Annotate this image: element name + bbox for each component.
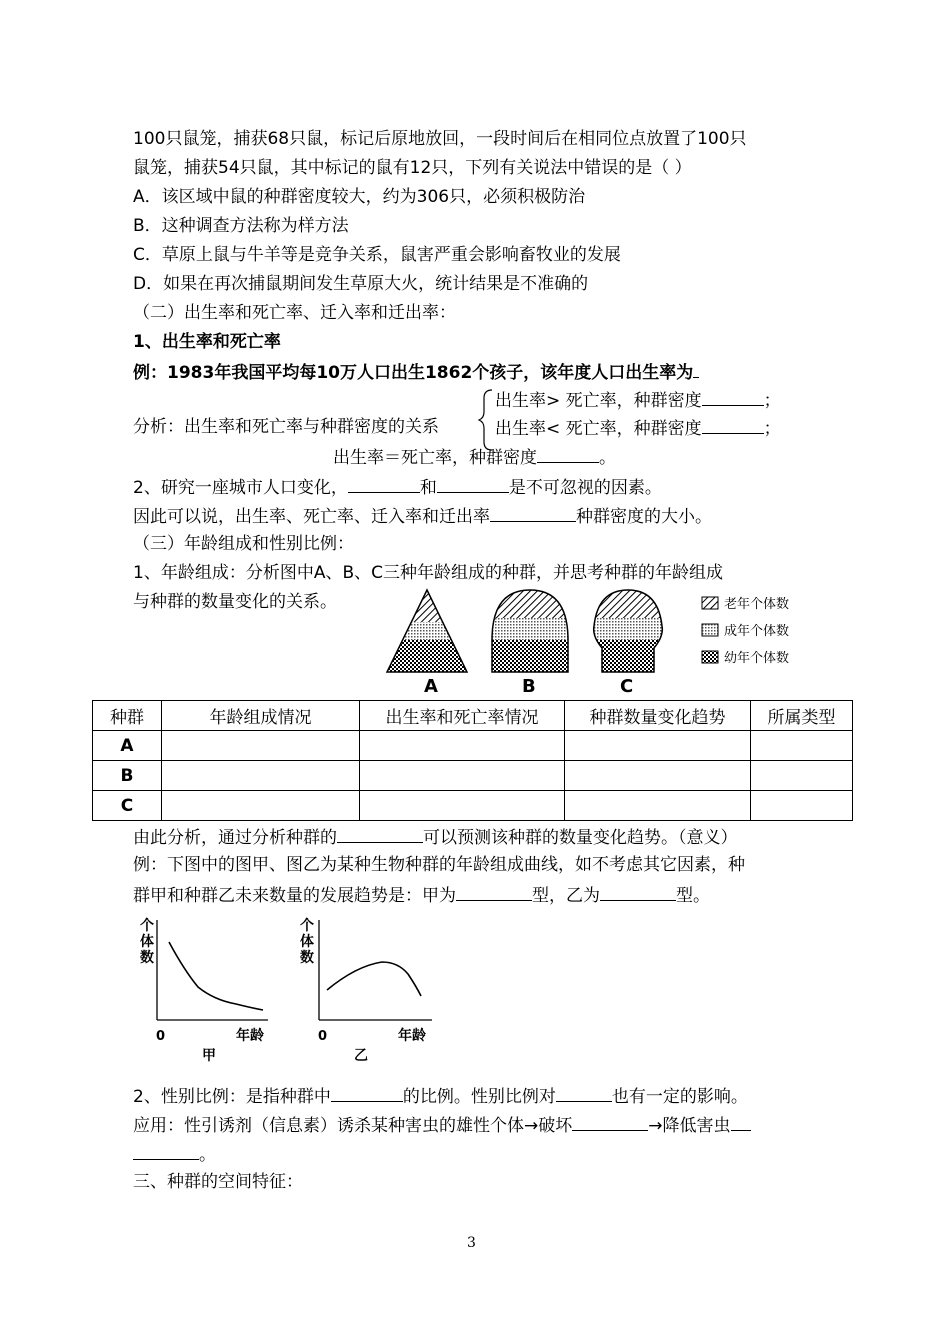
pyramid-c (589, 588, 669, 674)
table-cell[interactable] (751, 791, 853, 821)
conclusion-text-2: 种群密度的大小。 (576, 507, 712, 527)
name-yi: 乙 (354, 1048, 368, 1064)
age-pyramid-figure (384, 588, 824, 696)
origin-yi: 0 (318, 1029, 328, 1044)
table-header-row (93, 701, 853, 731)
ylabel-jia-3: 数 (140, 950, 154, 966)
example-curves-text-2: 型，乙为 (532, 886, 600, 906)
table-header: 年龄组成情况 (162, 701, 360, 731)
table-cell[interactable] (565, 761, 751, 791)
age-structure-line-2: 与种群的数量变化的关系。 (133, 592, 337, 612)
relation-equal (333, 445, 616, 469)
legend-young: 幼年个体数 (724, 651, 790, 666)
blank-density-stable[interactable] (537, 445, 599, 463)
legend-old: 老年个体数 (724, 597, 790, 612)
blank-reduce-start[interactable] (731, 1113, 751, 1131)
pyramid-a (384, 588, 474, 674)
analysis-meaning-text-1: 由此分析，通过分析种群的 (133, 828, 337, 848)
ylabel-yi-2: 体 (300, 934, 314, 950)
pyramid-label-c: C (620, 676, 634, 696)
graph-yi (300, 917, 432, 1064)
application-text-2: →降低害虫 (648, 1116, 731, 1136)
question-line-2: 鼠笼，捕获54只鼠，其中标记的鼠有12只，下列有关说法中错误的是（ ） (133, 158, 692, 178)
example-curves-text-3: 型。 (676, 886, 710, 906)
table-cell[interactable] (360, 761, 565, 791)
blank-type-jia[interactable] (456, 883, 532, 901)
legend-adult-swatch (702, 624, 718, 636)
table-cell[interactable] (565, 731, 751, 761)
application-text-1: 应用：性引诱剂（信息素）诱杀某种害虫的雄性个体→破坏 (133, 1116, 573, 1136)
option-b: B．这种调查方法称为样方法 (133, 216, 349, 236)
city-text-3: 是不可忽视的因素。 (508, 478, 662, 498)
table-cell[interactable] (360, 791, 565, 821)
table-cell[interactable] (162, 761, 360, 791)
analysis-meaning-line (133, 825, 738, 849)
origin-jia: 0 (156, 1029, 166, 1044)
semicolon: ； (763, 419, 781, 439)
blank-density-increase[interactable] (702, 388, 764, 406)
table-row (93, 761, 853, 791)
table-row (93, 731, 853, 761)
sex-ratio-text-2: 的比例。性别比例对 (402, 1087, 556, 1107)
pyramid-label-a: A (424, 676, 438, 696)
city-text-1: 2、研究一座城市人口变化， (133, 478, 348, 498)
table-row (93, 791, 853, 821)
blank-density-decrease[interactable] (702, 416, 764, 434)
legend-adult: 成年个体数 (724, 624, 790, 639)
blank-sex-ratio[interactable] (331, 1084, 403, 1102)
row-label-a: A (93, 731, 162, 761)
blank-determine[interactable] (490, 504, 576, 522)
semicolon: ； (763, 391, 781, 411)
relation-equal-text: 出生率＝死亡率，种群密度 (333, 448, 537, 468)
period: 。 (599, 448, 616, 468)
curve-jia (169, 942, 263, 1010)
table-cell[interactable] (751, 761, 853, 791)
relation-greater-text: 出生率> 死亡率，种群密度 (495, 391, 702, 411)
table-header: 出生率和死亡率情况 (360, 701, 565, 731)
legend-old-swatch (702, 597, 718, 609)
table-cell[interactable] (360, 731, 565, 761)
sex-ratio-text-1: 2、性别比例：是指种群中 (133, 1087, 331, 1107)
pyramid-label-b: B (522, 676, 536, 696)
option-c: C．草原上鼠与牛羊等是竞争关系，鼠害严重会影响畜牧业的发展 (133, 245, 621, 265)
application-line (133, 1113, 751, 1137)
pyramid-b (484, 588, 574, 674)
table-cell[interactable] (162, 791, 360, 821)
conclusion-line (133, 504, 712, 528)
ylabel-jia-1: 个 (140, 918, 154, 934)
age-structure-table (92, 700, 853, 821)
table-header: 所属类型 (751, 701, 853, 731)
name-jia: 甲 (202, 1048, 216, 1064)
application-line-2 (133, 1142, 216, 1166)
row-label-c: C (93, 791, 162, 821)
section-three-heading: 三、种群的空间特征： (133, 1172, 303, 1192)
blank-reduce[interactable] (133, 1142, 199, 1160)
city-population-line (133, 475, 662, 499)
relation-less-text: 出生率< 死亡率，种群密度 (495, 419, 702, 439)
ylabel-yi-1: 个 (300, 918, 314, 934)
period: 。 (199, 1145, 216, 1165)
curve-yi (327, 962, 421, 996)
question-line-1: 100只鼠笼，捕获68只鼠，标记后原地放回，一段时间后在相同位点放置了100只 (133, 129, 747, 149)
section-2-heading: （二）出生率和死亡率、迁入率和迁出率： (133, 303, 456, 323)
table-header: 种群数量变化趋势 (565, 701, 751, 731)
blank-factor-1[interactable] (348, 475, 420, 493)
example-curves-line-1: 例：下图中的图甲、图乙为某种生物种群的年龄组成曲线，如不考虑其它因素，种 (133, 855, 745, 875)
analysis-meaning-text-2: 可以预测该种群的数量变化趋势。（意义） (423, 828, 738, 848)
blank-destroy[interactable] (572, 1113, 648, 1131)
graph-jia (140, 917, 268, 1064)
example-birth-rate (133, 360, 699, 384)
option-a: A．该区域中鼠的种群密度较大，约为306只，必须积极防治 (133, 187, 586, 207)
table-cell[interactable] (751, 731, 853, 761)
option-d: D．如果在再次捕鼠期间发生草原大火，统计结果是不准确的 (133, 274, 589, 294)
brace-icon (478, 388, 494, 452)
table-header: 种群 (93, 701, 162, 731)
xlabel-jia: 年龄 (236, 1028, 264, 1044)
table-cell[interactable] (162, 731, 360, 761)
age-structure-line-1: 1、年龄组成：分析图中A、B、C三种年龄组成的种群，并思考种群的年龄组成 (133, 563, 723, 583)
city-text-2: 和 (419, 478, 437, 498)
table-cell[interactable] (565, 791, 751, 821)
age-curve-figure (136, 912, 446, 1067)
page-number: 3 (467, 1235, 476, 1251)
blank-factor-2[interactable] (437, 475, 509, 493)
blank-sex-effect[interactable] (556, 1084, 612, 1102)
ylabel-yi-3: 数 (300, 950, 314, 966)
blank-type-yi[interactable] (600, 883, 676, 901)
example-curves-text-1: 群甲和种群乙未来数量的发展趋势是：甲为 (133, 886, 456, 906)
legend-young-swatch (702, 651, 718, 663)
blank-birth-rate[interactable] (693, 360, 699, 378)
blank-age-structure[interactable] (337, 825, 423, 843)
sex-ratio-line (133, 1084, 748, 1108)
conclusion-text-1: 因此可以说，出生率、死亡率、迁入率和迁出率 (133, 507, 490, 527)
relation-less (495, 416, 781, 440)
row-label-b: B (93, 761, 162, 791)
analysis-label: 分析：出生率和死亡率与种群密度的关系 (133, 417, 439, 437)
xlabel-yi: 年龄 (398, 1028, 426, 1044)
example-birth-rate-text: 例：1983年我国平均每10万人口出生1862个孩子，该年度人口出生率为 (133, 363, 694, 383)
ylabel-jia-2: 体 (140, 934, 154, 950)
sex-ratio-text-3: 也有一定的影响。 (611, 1087, 748, 1107)
relation-greater (495, 388, 781, 412)
section-3-heading: （三）年龄组成和性别比例： (133, 534, 354, 554)
subsection-birth-death: 1、出生率和死亡率 (133, 332, 281, 352)
example-curves-line-2 (133, 883, 710, 907)
